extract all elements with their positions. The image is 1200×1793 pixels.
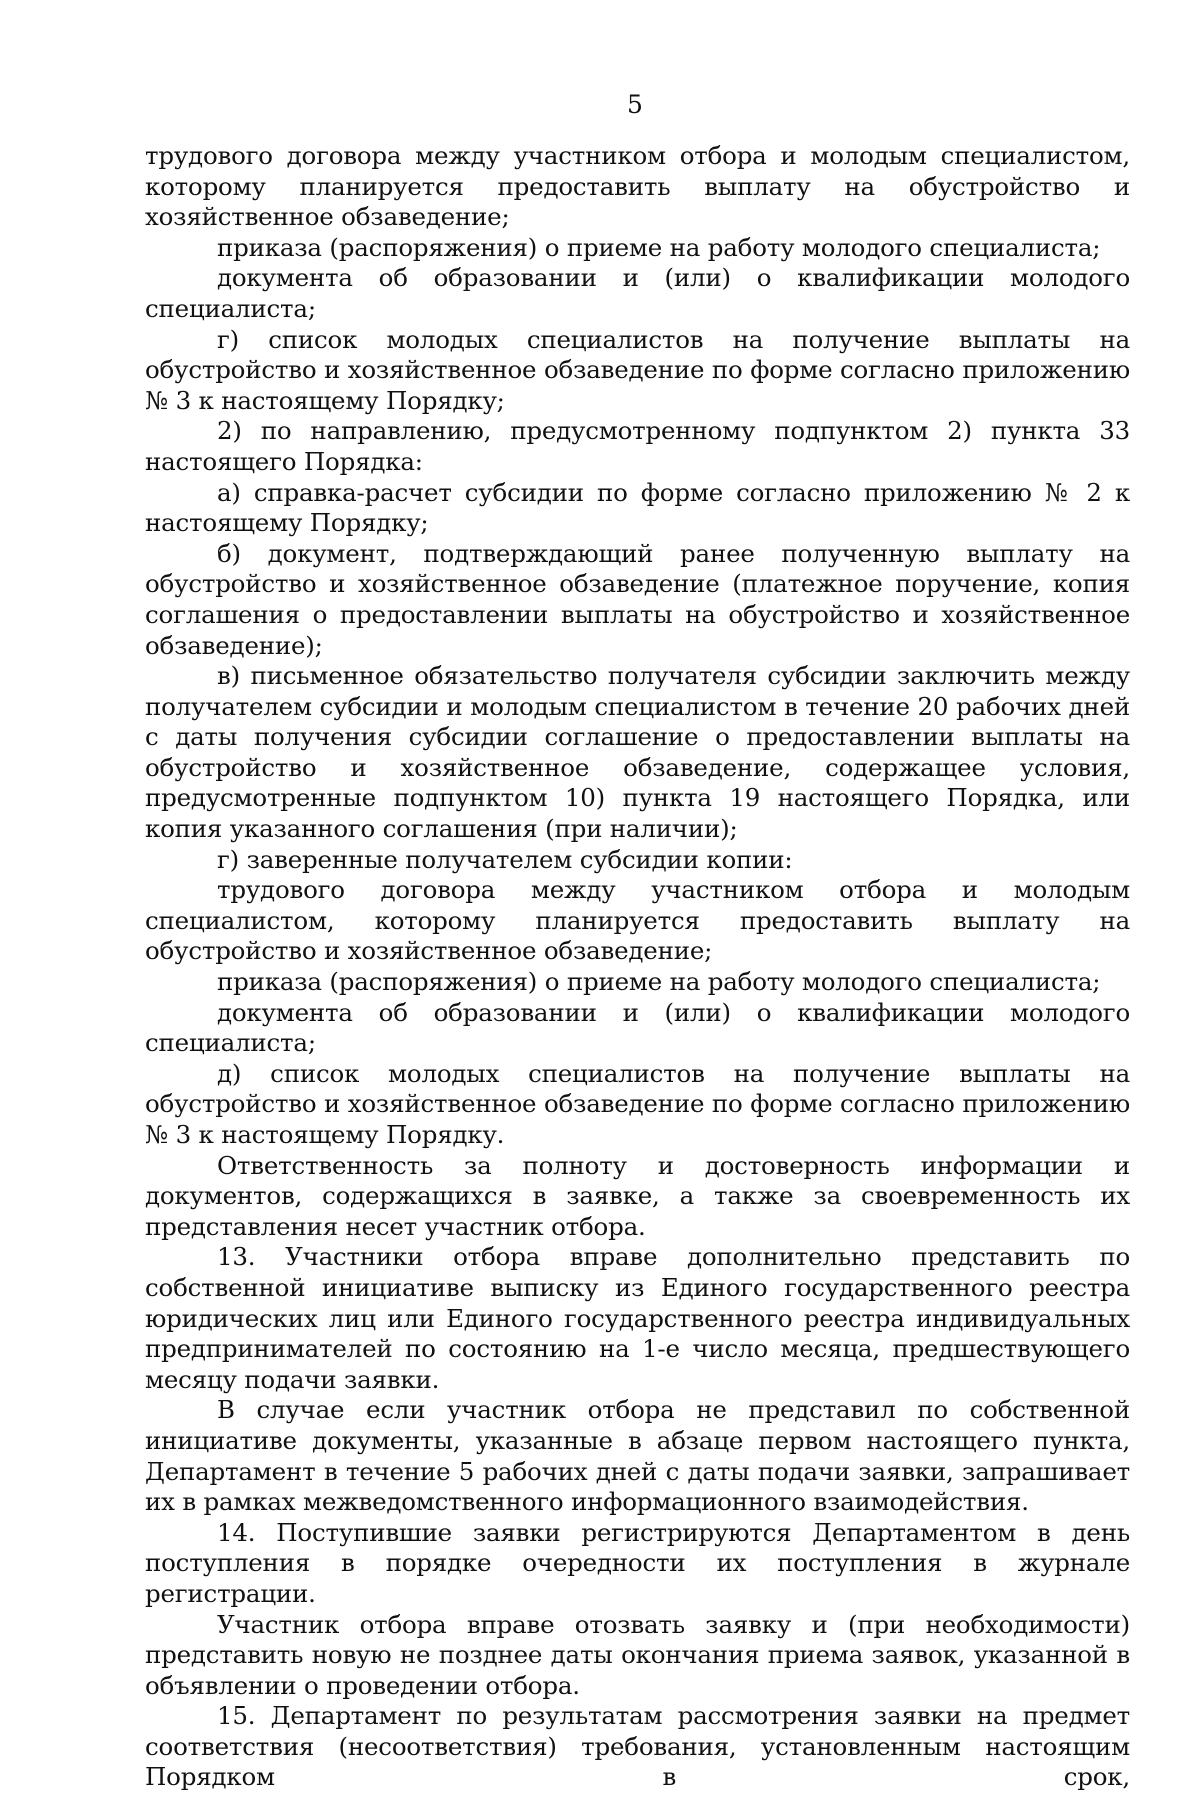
paragraph: б) документ, подтверждающий ранее полученную выплату на обустройство и хозяйственное обзаведение (платежное поручение, копия соглашения о предоставлении выплаты на обустройство и хозяйственное обзаведение); [145,538,1130,660]
document-body [145,141,1130,1793]
page-number: 5 [627,90,643,119]
paragraph: г) заверенные получателем субсидии копии: [217,844,793,874]
paragraph: г) список молодых специалистов на получение выплаты на обустройство и хозяйственное обзаведение по форме согласно приложению № 3 к настоящему Порядку; [145,324,1130,415]
paragraph: 14. Поступившие заявки регистрируются Департаментом в день поступления в порядке очередности их поступления в журнале регистрации. [145,1517,1130,1608]
paragraph: а) справка-расчет субсидии по форме согласно приложению № 2 к настоящему Порядку; [145,477,1130,538]
paragraph: 15. Департамент по результатам рассмотрения заявки на предмет соответствия (несоответствия) требования, установленным настоящим Порядком в срок, [145,1701,1130,1792]
paragraph: приказа (распоряжения) о приеме на работу молодого специалиста; [217,967,1101,997]
paragraph: трудового договора между участником отбора и молодым специалистом, которому планируется предоставить выплату на обустройство и хозяйственное обзаведение; [145,141,1130,232]
paragraph: д) список молодых специалистов на получение выплаты на обустройство и хозяйственное обзаведение по форме согласно приложению № 3 к настоящему Порядку. [145,1058,1130,1149]
paragraph: приказа (распоряжения) о приеме на работу молодого специалиста; [217,232,1101,262]
paragraph: Ответственность за полноту и достоверность информации и документов, содержащихся в заявке, а также за своевременность их представления несет участник отбора. [145,1150,1130,1241]
paragraph: 13. Участники отбора вправе дополнительно представить по собственной инициативе выписку из Единого государственного реестра юридических лиц или Единого государственного реестра индивидуальных предпринимателей по состоянию на 1-е число месяца, предшествующего месяцу подачи заявки. [145,1242,1130,1394]
paragraph: 2) по направлению, предусмотренному подпунктом 2) пункта 33 настоящего Порядка: [145,416,1130,476]
paragraph: трудового договора между участником отбора и молодым специалистом, которому планируется предоставить выплату на обустройство и хозяйственное обзаведение; [145,875,1130,966]
paragraph: в) письменное обязательство получателя субсидии заключить между получателем субсидии и молодым специалистом в течение 20 рабочих дней с даты получения субсидии соглашение о предоставлении выплаты на обустройство и хозяйственное обзаведение, содержащее условия, предусмотренные подпунктом 10) пункта 19 настоящего Порядка, или копия указанного соглашения (при наличии); [145,661,1130,844]
paragraph: документа об образовании и (или) о квалификации молодого специалиста; [145,997,1130,1058]
paragraph: документа об образовании и (или) о квалификации молодого специалиста; [145,263,1130,323]
paragraph: В случае если участник отбора не представил по собственной инициативе документы, указанные в абзаце первом настоящего пункта, Департамент в течение 5 рабочих дней с даты подачи заявки, запрашивает их в рамках межведомственного информационного взаимодействия. [145,1395,1130,1517]
paragraph: Участник отбора вправе отозвать заявку и (при необходимости) представить новую не позднее даты окончания приема заявок, указанной в объявлении о проведении отбора. [145,1609,1130,1700]
